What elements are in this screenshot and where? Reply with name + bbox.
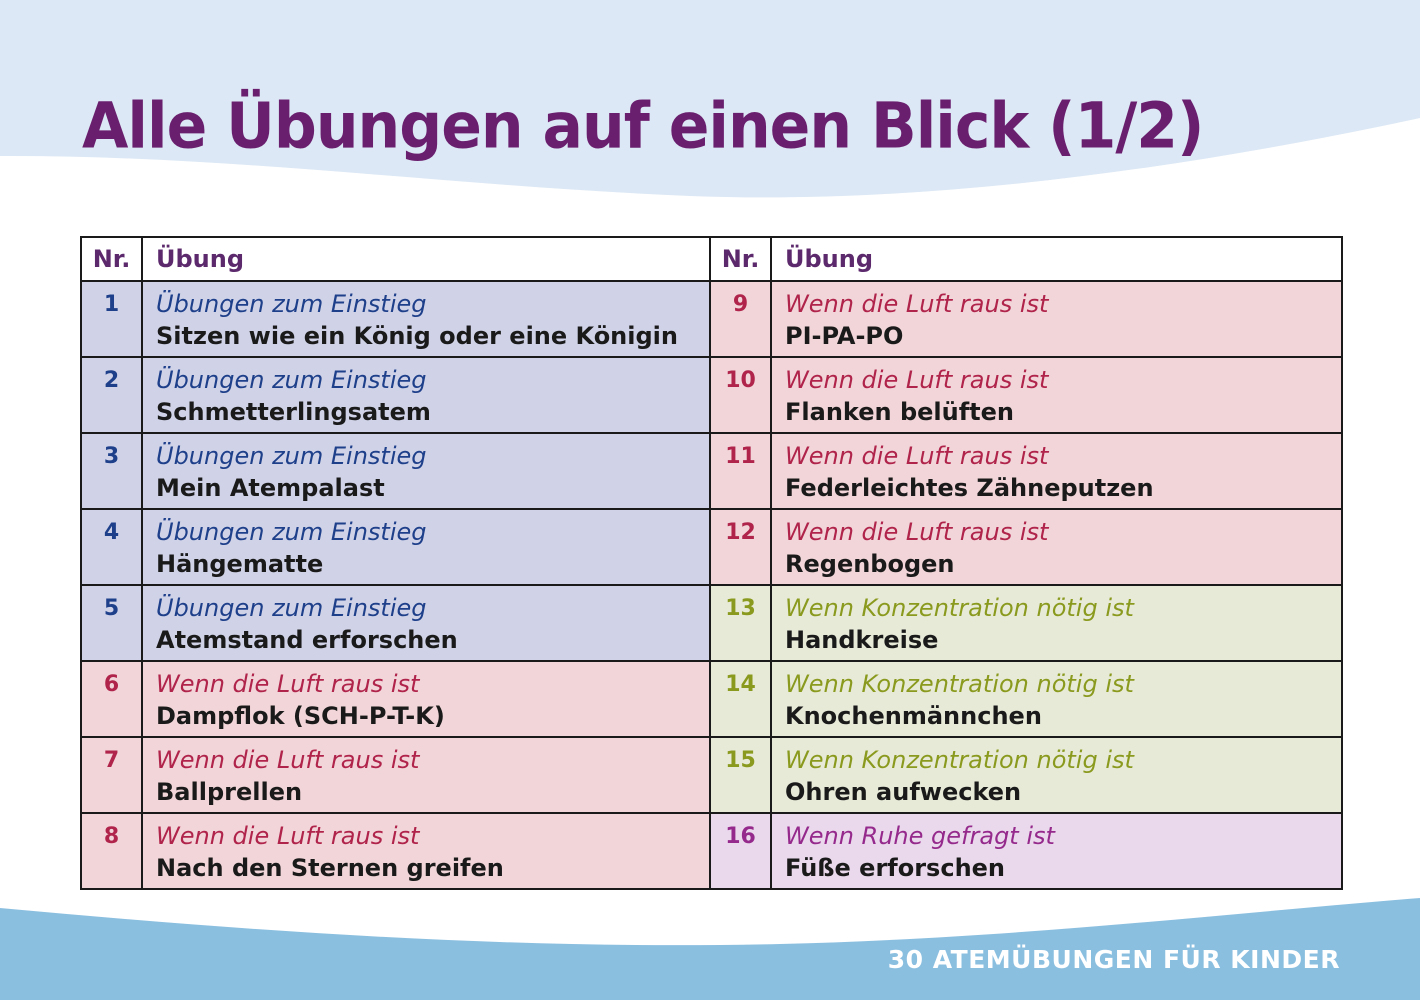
exercise-cell	[142, 509, 710, 585]
exercise-cell	[771, 585, 1342, 661]
header-exercise-left: Übung	[142, 237, 710, 281]
exercise-name: Schmetterlingsatem	[156, 398, 431, 426]
exercise-cell	[771, 661, 1342, 737]
header-nr-left: Nr.	[81, 237, 142, 281]
header-nr-right: Nr.	[710, 237, 771, 281]
exercise-category: Wenn die Luft raus ist	[785, 518, 1049, 546]
exercise-cell	[771, 357, 1342, 433]
table-row	[81, 509, 1342, 585]
exercise-category: Übungen zum Einstieg	[156, 290, 427, 318]
exercise-name: Füße erforschen	[785, 854, 1006, 882]
exercise-number: 11	[710, 433, 771, 509]
exercise-name: Ballprellen	[156, 778, 303, 806]
exercise-number: 10	[710, 357, 771, 433]
exercise-name: Handkreise	[785, 626, 939, 654]
exercise-number: 9	[710, 281, 771, 357]
exercise-category: Übungen zum Einstieg	[156, 594, 427, 622]
exercise-category: Wenn die Luft raus ist	[156, 822, 420, 850]
exercise-category: Wenn Konzentration nötig ist	[785, 594, 1134, 622]
exercise-number: 14	[710, 661, 771, 737]
exercise-cell	[771, 509, 1342, 585]
exercise-category: Übungen zum Einstieg	[156, 366, 427, 394]
exercise-name: Ohren aufwecken	[785, 778, 1022, 806]
exercise-category: Wenn Konzentration nötig ist	[785, 670, 1134, 698]
exercise-name: Dampflok (SCH-P-T-K)	[156, 702, 445, 730]
exercise-overview-table	[80, 236, 1343, 890]
exercise-category: Wenn die Luft raus ist	[785, 366, 1049, 394]
exercise-name: Sitzen wie ein König oder eine Königin	[156, 322, 678, 350]
exercise-category: Wenn die Luft raus ist	[785, 442, 1049, 470]
exercise-name: Hängematte	[156, 550, 324, 578]
exercise-cell	[142, 281, 710, 357]
footer-book-title: 30 ATEMÜBUNGEN FÜR KINDER	[887, 945, 1340, 974]
exercise-category: Übungen zum Einstieg	[156, 518, 427, 546]
exercise-cell	[142, 433, 710, 509]
exercise-number: 13	[710, 585, 771, 661]
exercise-category: Übungen zum Einstieg	[156, 442, 427, 470]
table-row	[81, 661, 1342, 737]
exercise-cell	[771, 433, 1342, 509]
exercise-number: 8	[81, 813, 142, 889]
exercise-cell	[771, 281, 1342, 357]
exercise-category: Wenn Konzentration nötig ist	[785, 746, 1134, 774]
exercise-name: Knochenmännchen	[785, 702, 1042, 730]
table-body	[81, 281, 1342, 889]
exercise-cell	[142, 661, 710, 737]
table-row	[81, 737, 1342, 813]
exercise-category: Wenn die Luft raus ist	[156, 746, 420, 774]
table-row	[81, 813, 1342, 889]
exercise-name: Regenbogen	[785, 550, 955, 578]
exercise-number: 15	[710, 737, 771, 813]
exercise-number: 1	[81, 281, 142, 357]
exercise-category: Wenn Ruhe gefragt ist	[785, 822, 1055, 850]
table-header-row	[81, 237, 1342, 281]
table-row	[81, 585, 1342, 661]
exercise-cell	[771, 737, 1342, 813]
exercise-name: Flanken belüften	[785, 398, 1014, 426]
exercise-name: Federleichtes Zähneputzen	[785, 474, 1154, 502]
bottom-wave-background	[0, 880, 1420, 1000]
exercise-category: Wenn die Luft raus ist	[156, 670, 420, 698]
exercise-number: 2	[81, 357, 142, 433]
exercise-cell	[142, 357, 710, 433]
exercise-cell	[142, 813, 710, 889]
exercise-cell	[142, 737, 710, 813]
exercise-category: Wenn die Luft raus ist	[785, 290, 1049, 318]
header-exercise-right: Übung	[771, 237, 1342, 281]
exercise-number: 7	[81, 737, 142, 813]
exercise-number: 6	[81, 661, 142, 737]
exercise-name: Atemstand erforschen	[156, 626, 458, 654]
table-row	[81, 281, 1342, 357]
table-row	[81, 433, 1342, 509]
page-title: Alle Übungen auf einen Blick (1/2)	[82, 89, 1204, 164]
exercise-number: 16	[710, 813, 771, 889]
exercise-name: Mein Atempalast	[156, 474, 385, 502]
exercise-number: 3	[81, 433, 142, 509]
exercise-name: PI-PA-PO	[785, 322, 904, 350]
exercise-cell	[771, 813, 1342, 889]
exercise-number: 5	[81, 585, 142, 661]
exercise-number: 12	[710, 509, 771, 585]
table-row	[81, 357, 1342, 433]
exercise-number: 4	[81, 509, 142, 585]
exercise-name: Nach den Sternen greifen	[156, 854, 504, 882]
exercise-cell	[142, 585, 710, 661]
